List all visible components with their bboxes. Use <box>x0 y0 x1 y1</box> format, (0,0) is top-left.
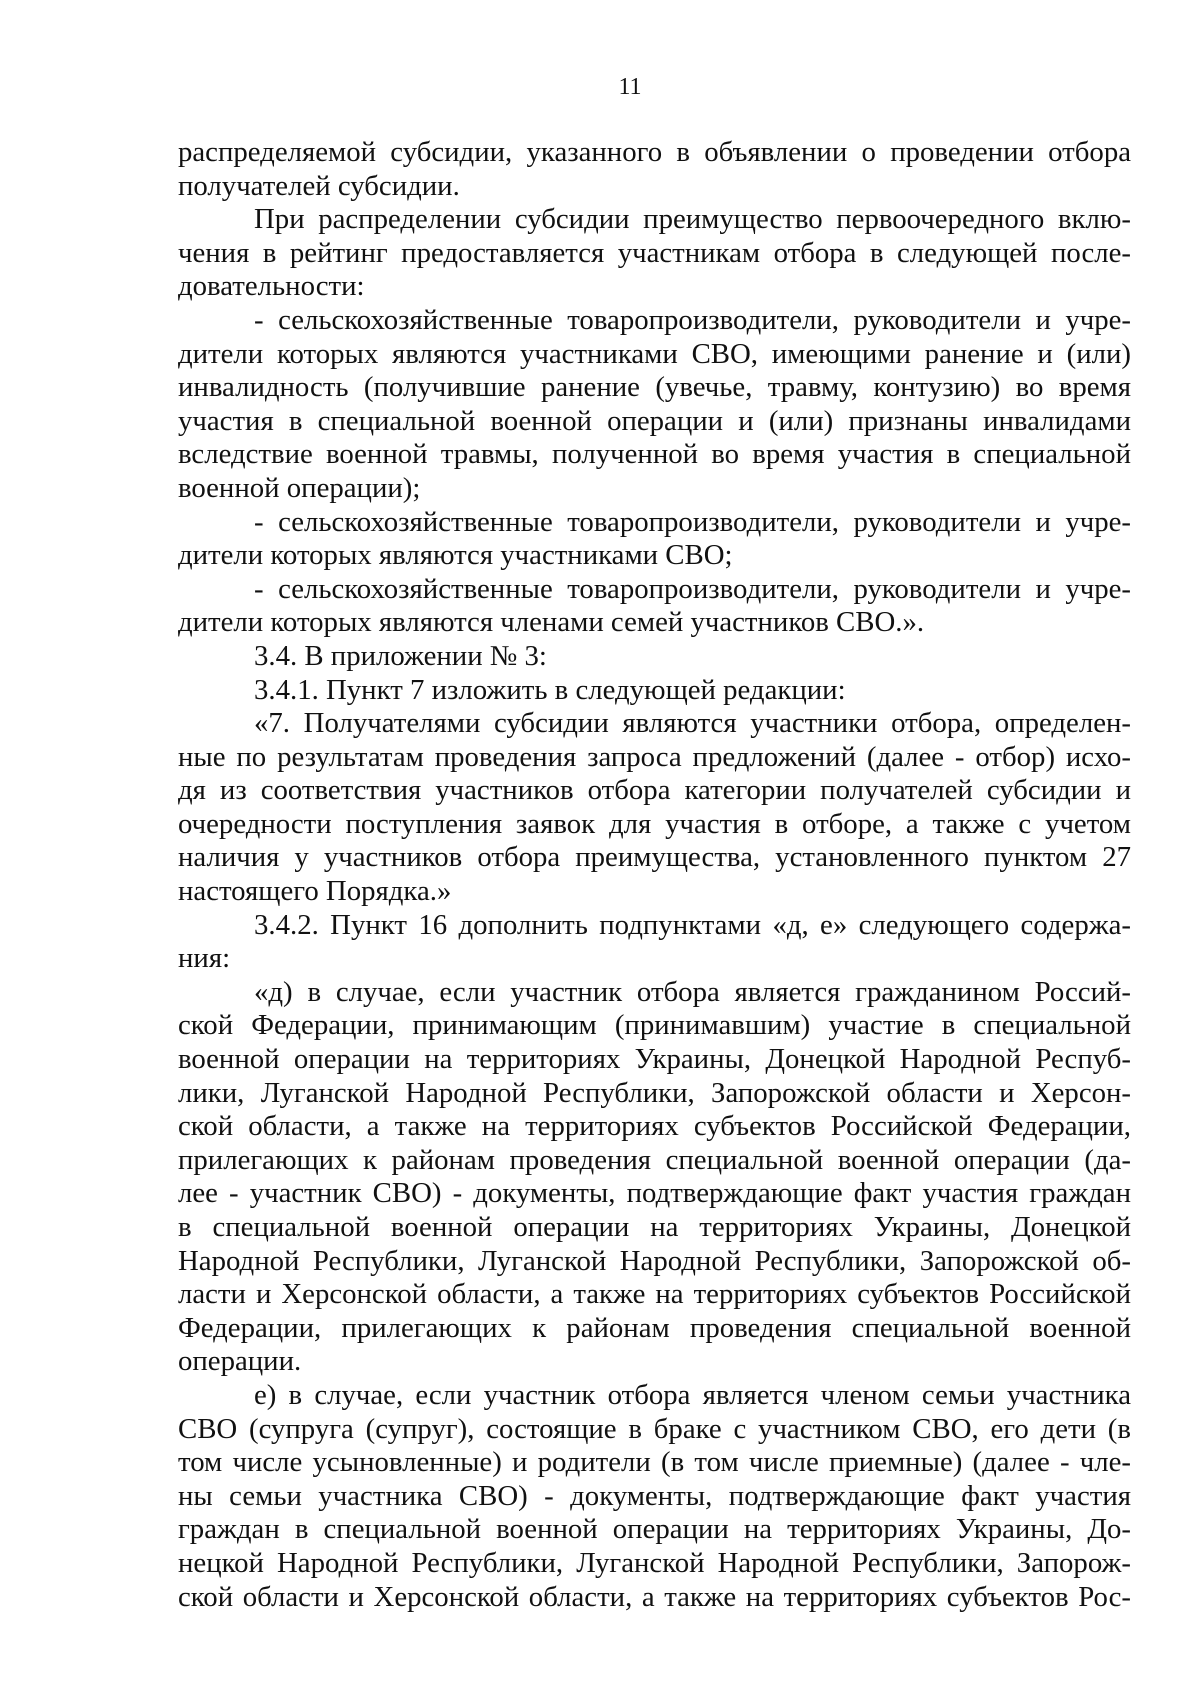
text-line: вследствие военной травмы, полученной во время участия в специальной <box>178 438 1131 471</box>
text-line: При распределении субсидии преимущество первоочередного вклю- <box>254 203 1131 236</box>
text-line: чения в рейтинг предоставляется участникам отбора в следующей после- <box>178 236 1131 269</box>
text-line: инвалидность (получившие ранение (увечье, травму, контузию) во время <box>178 371 1131 404</box>
text-line: 3.4.2. Пункт 16 дополнить подпунктами «д, е» следующего содержа- <box>254 908 1131 941</box>
text-line: - сельскохозяйственные товаропроизводители, руководители и учре- <box>254 303 1131 336</box>
text-line: ные по результатам проведения запроса предложений (далее - отбор) исхо- <box>178 740 1131 773</box>
text-line: ны семьи участника СВО) - документы, подтверждающие факт участия <box>178 1479 1131 1512</box>
text-line: Федерации, прилегающих к районам проведения специальной военной <box>178 1311 1131 1344</box>
text-line: довательности: <box>178 270 365 303</box>
text-line: участия в специальной военной операции и (или) признаны инвалидами <box>178 404 1131 437</box>
text-line: - сельскохозяйственные товаропроизводители, руководители и учре- <box>254 505 1131 538</box>
text-line: 3.4.1. Пункт 7 изложить в следующей редакции: <box>254 673 846 706</box>
text-line: военной операции на территориях Украины, Донецкой Народной Респуб- <box>178 1043 1131 1076</box>
text-line: ния: <box>178 942 231 975</box>
text-line: - сельскохозяйственные товаропроизводители, руководители и учре- <box>254 572 1131 605</box>
text-line: дители которых являются участниками СВО; <box>178 539 733 572</box>
text-line: наличия у участников отбора преимущества, установленного пунктом 27 <box>178 841 1131 874</box>
text-line: 3.4. В приложении № 3: <box>254 639 547 672</box>
text-line: очередности поступления заявок для участия в отборе, а также с учетом <box>178 807 1131 840</box>
page-number: 11 <box>618 74 642 100</box>
document-body <box>178 136 1131 1614</box>
text-line: настоящего Порядка.» <box>178 875 452 908</box>
text-line: том числе усыновленные) и родители (в том числе приемные) (далее - чле- <box>178 1446 1131 1479</box>
text-line: ской области, а также на территориях субъектов Российской Федерации, <box>178 1110 1131 1143</box>
text-line: в специальной военной операции на территориях Украины, Донецкой <box>178 1211 1131 1243</box>
text-line: «д) в случае, если участник отбора является гражданином Россий- <box>254 975 1131 1008</box>
text-line: граждан в специальной военной операции на территориях Украины, До- <box>178 1513 1131 1546</box>
text-line: дя из соответствия участников отбора категории получателей субсидии и <box>178 774 1131 807</box>
text-line: ласти и Херсонской области, а также на территориях субъектов Российской <box>178 1278 1131 1311</box>
text-line: прилегающих к районам проведения специальной военной операции (да- <box>178 1143 1131 1176</box>
text-line: ской области и Херсонской области, а также на территориях субъектов Рос- <box>178 1580 1131 1613</box>
text-line: дители которых являются участниками СВО, имеющими ранение и (или) <box>178 337 1131 370</box>
text-line: СВО (супруга (супруг), состоящие в браке с участником СВО, его дети (в <box>178 1412 1131 1445</box>
text-line: получателей субсидии. <box>178 169 460 202</box>
text-line: ской Федерации, принимающим (принимавшим) участие в специальной <box>178 1009 1131 1042</box>
text-line: е) в случае, если участник отбора является членом семьи участника <box>254 1378 1131 1411</box>
text-line: операции. <box>178 1345 302 1378</box>
text-line: «7. Получателями субсидии являются участники отбора, определен- <box>254 707 1131 740</box>
text-line: лики, Луганской Народной Республики, Запорожской области и Херсон- <box>178 1076 1131 1109</box>
text-line: распределяемой субсидии, указанного в объявлении о проведении отбора <box>178 136 1131 168</box>
text-line: Народной Республики, Луганской Народной Республики, Запорожской об- <box>178 1244 1131 1277</box>
text-line: военной операции); <box>178 471 421 504</box>
text-line: нецкой Народной Республики, Луганской Народной Республики, Запорож- <box>178 1546 1131 1579</box>
text-line: лее - участник СВО) - документы, подтверждающие факт участия граждан <box>178 1177 1131 1210</box>
text-line: дители которых являются членами семей участников СВО.». <box>178 606 925 639</box>
